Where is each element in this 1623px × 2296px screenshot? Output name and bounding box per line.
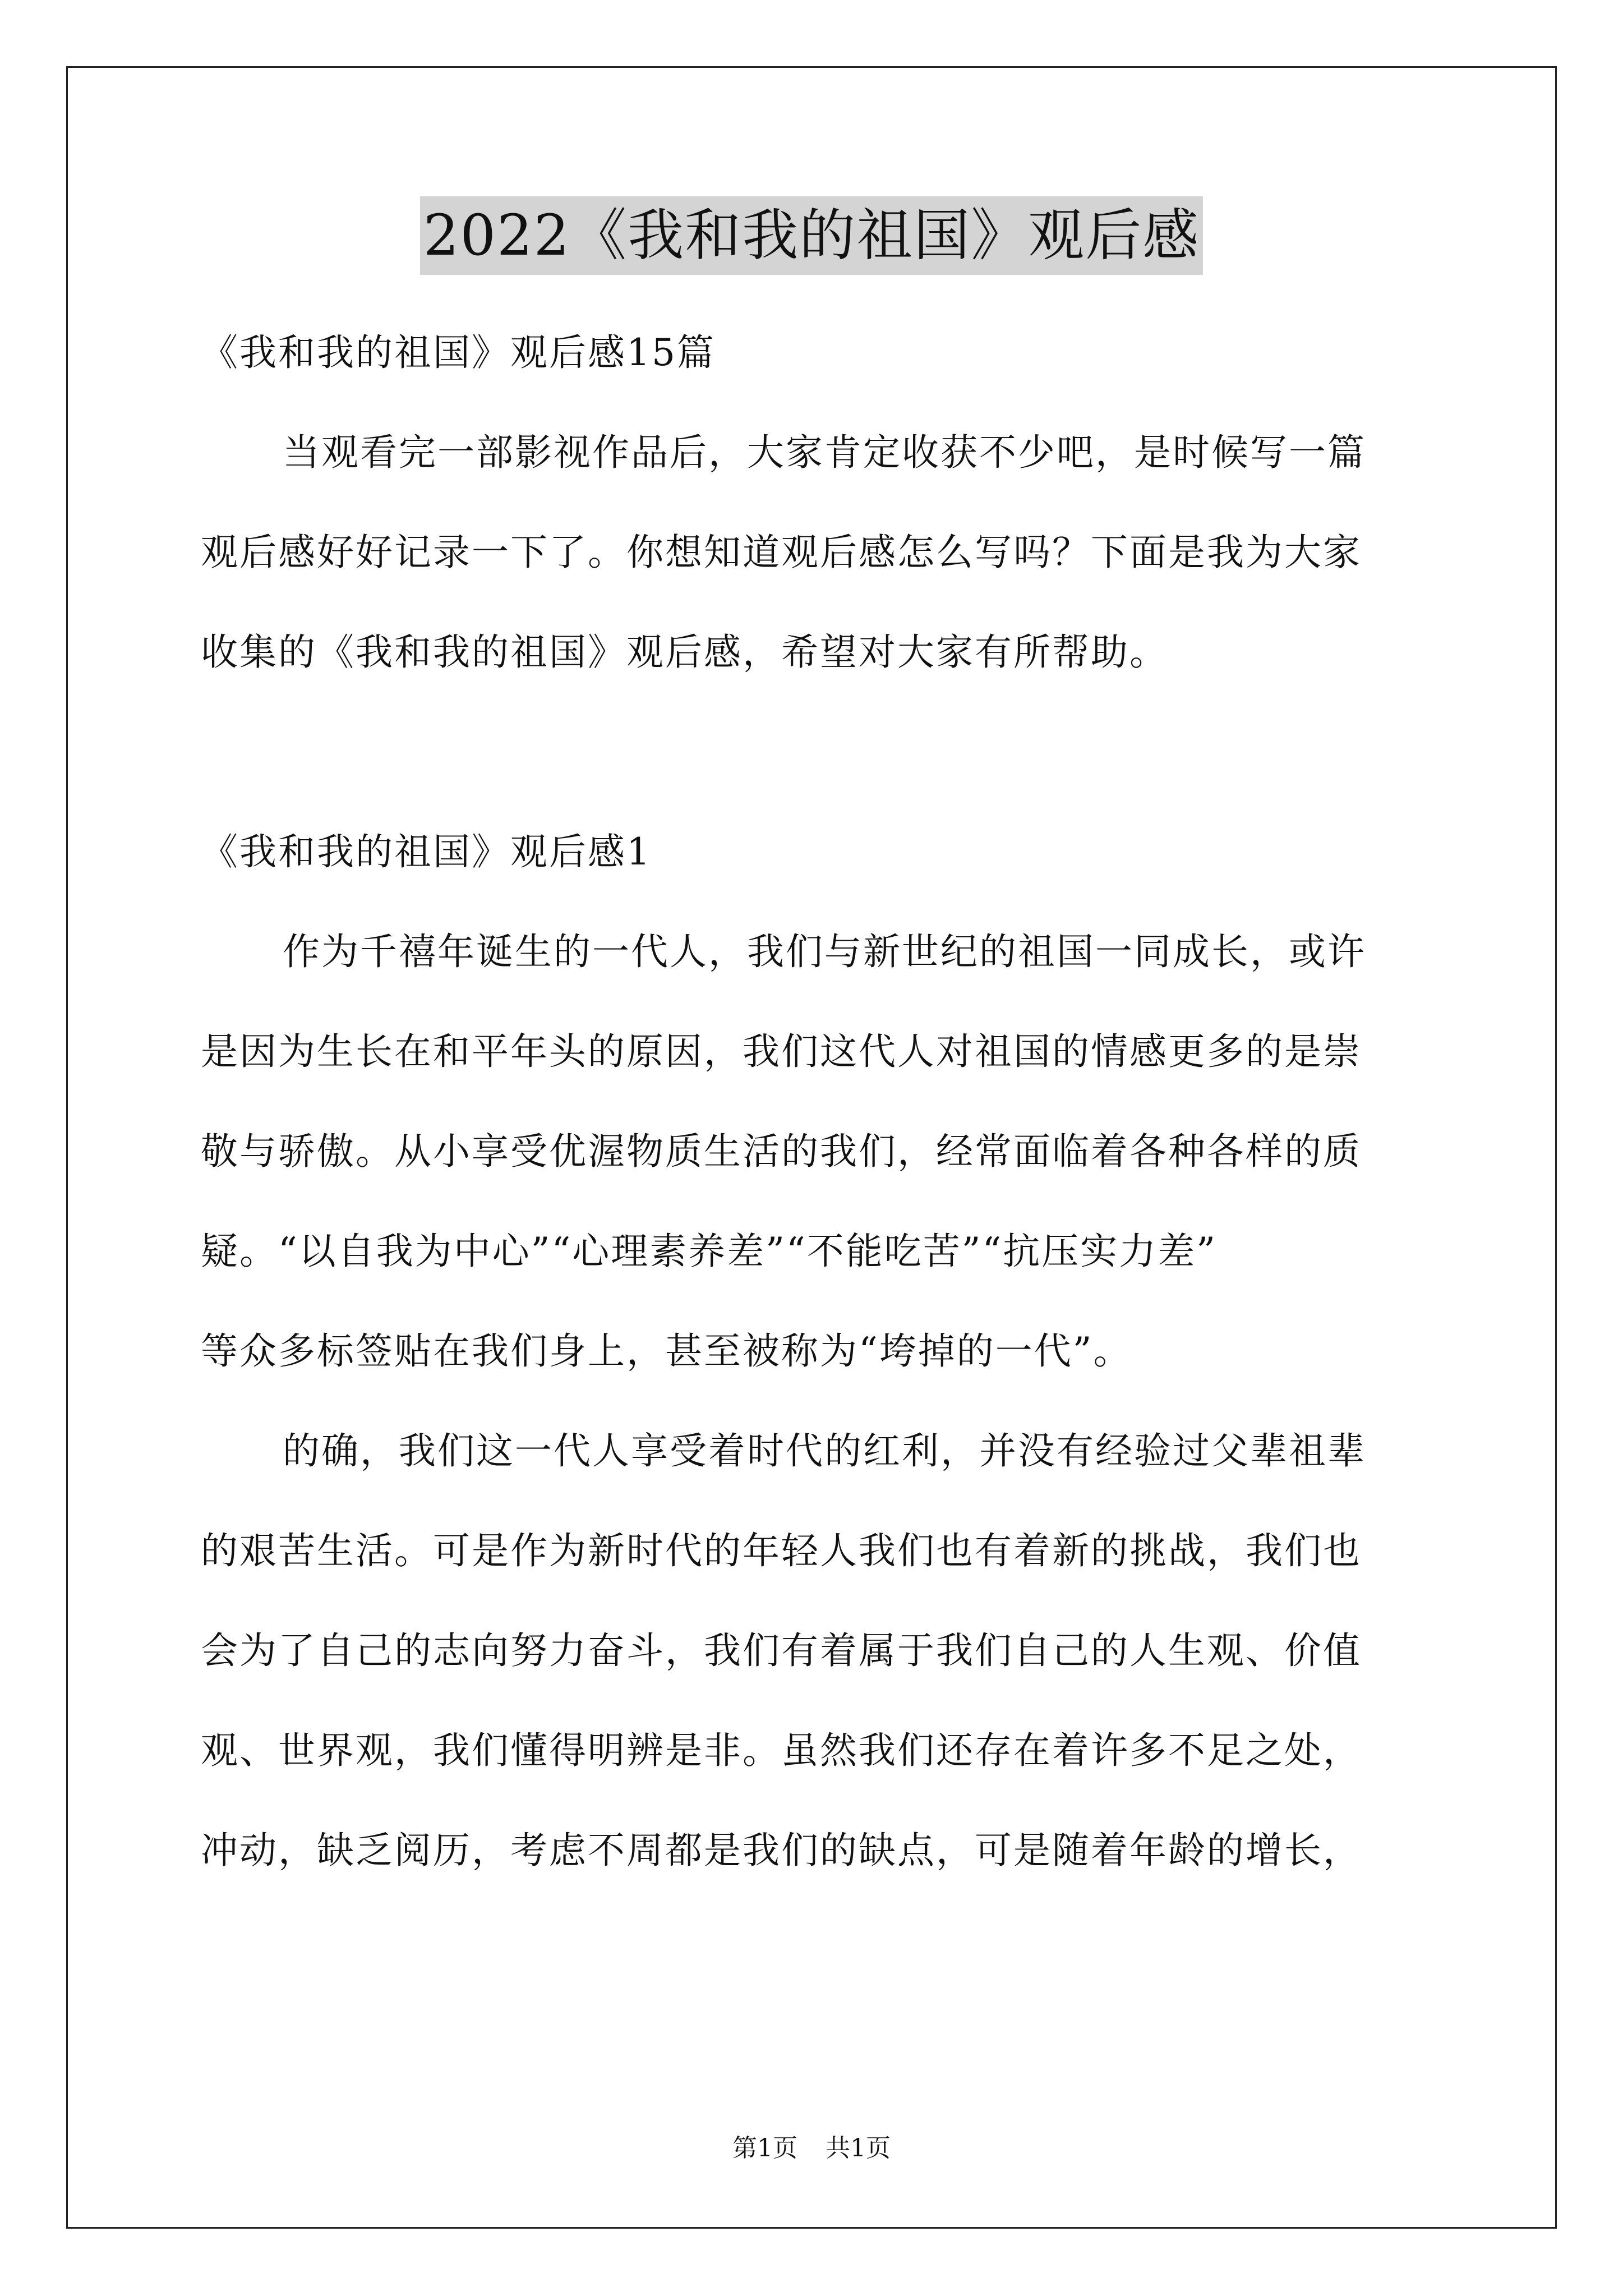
section-heading: 《我和我的祖国》观后感1 xyxy=(201,830,652,873)
body-line: 敬与骄傲。从小享受优渥物质生活的我们，经常面临着各种各样的质 xyxy=(201,1130,1362,1173)
collection-heading: 《我和我的祖国》观后感15篇 xyxy=(201,331,716,374)
body-line: 作为千禧年诞生的一代人，我们与新世纪的祖国一同成长，或许 xyxy=(283,930,1366,973)
document-title: 2022《我和我的祖国》观后感 xyxy=(420,196,1204,275)
body-line: 的确，我们这一代人享受着时代的红利，并没有经验过父辈祖辈 xyxy=(283,1429,1366,1473)
paragraph-gap xyxy=(201,702,1435,802)
body-line: 冲动，缺乏阅历，考虑不周都是我们的缺点，可是随着年龄的增长， xyxy=(201,1829,1362,1872)
page-footer xyxy=(0,2132,1623,2165)
body-line: 是因为生长在和平年头的原因，我们这代人对祖国的情感更多的是崇 xyxy=(201,1030,1362,1073)
page-number: 第1页 xyxy=(732,2134,797,2162)
body-line: 疑。“以自我为中心”“心理素养差”“不能吃苦”“抗压实力差” xyxy=(201,1230,1217,1273)
intro-line: 收集的《我和我的祖国》观后感，希望对大家有所帮助。 xyxy=(201,631,1168,674)
body-line: 的艰苦生活。可是作为新时代的年轻人我们也有着新的挑战，我们也 xyxy=(201,1529,1362,1572)
document-body xyxy=(201,303,1435,1901)
intro-line: 观后感好好记录一下了。你想知道观后感怎么写吗？下面是我为大家 xyxy=(201,531,1362,574)
body-line: 观、世界观，我们懂得明辨是非。虽然我们还存在着许多不足之处， xyxy=(201,1729,1362,1772)
title-container xyxy=(0,196,1623,275)
body-line: 会为了自己的志向努力奋斗，我们有着属于我们自己的人生观、价值 xyxy=(201,1629,1362,1672)
intro-line: 当观看完一部影视作品后，大家肯定收获不少吧，是时候写一篇 xyxy=(283,431,1366,474)
body-line: 等众多标签贴在我们身上，甚至被称为“垮掉的一代”。 xyxy=(201,1329,1132,1373)
page-total: 共1页 xyxy=(826,2134,891,2162)
